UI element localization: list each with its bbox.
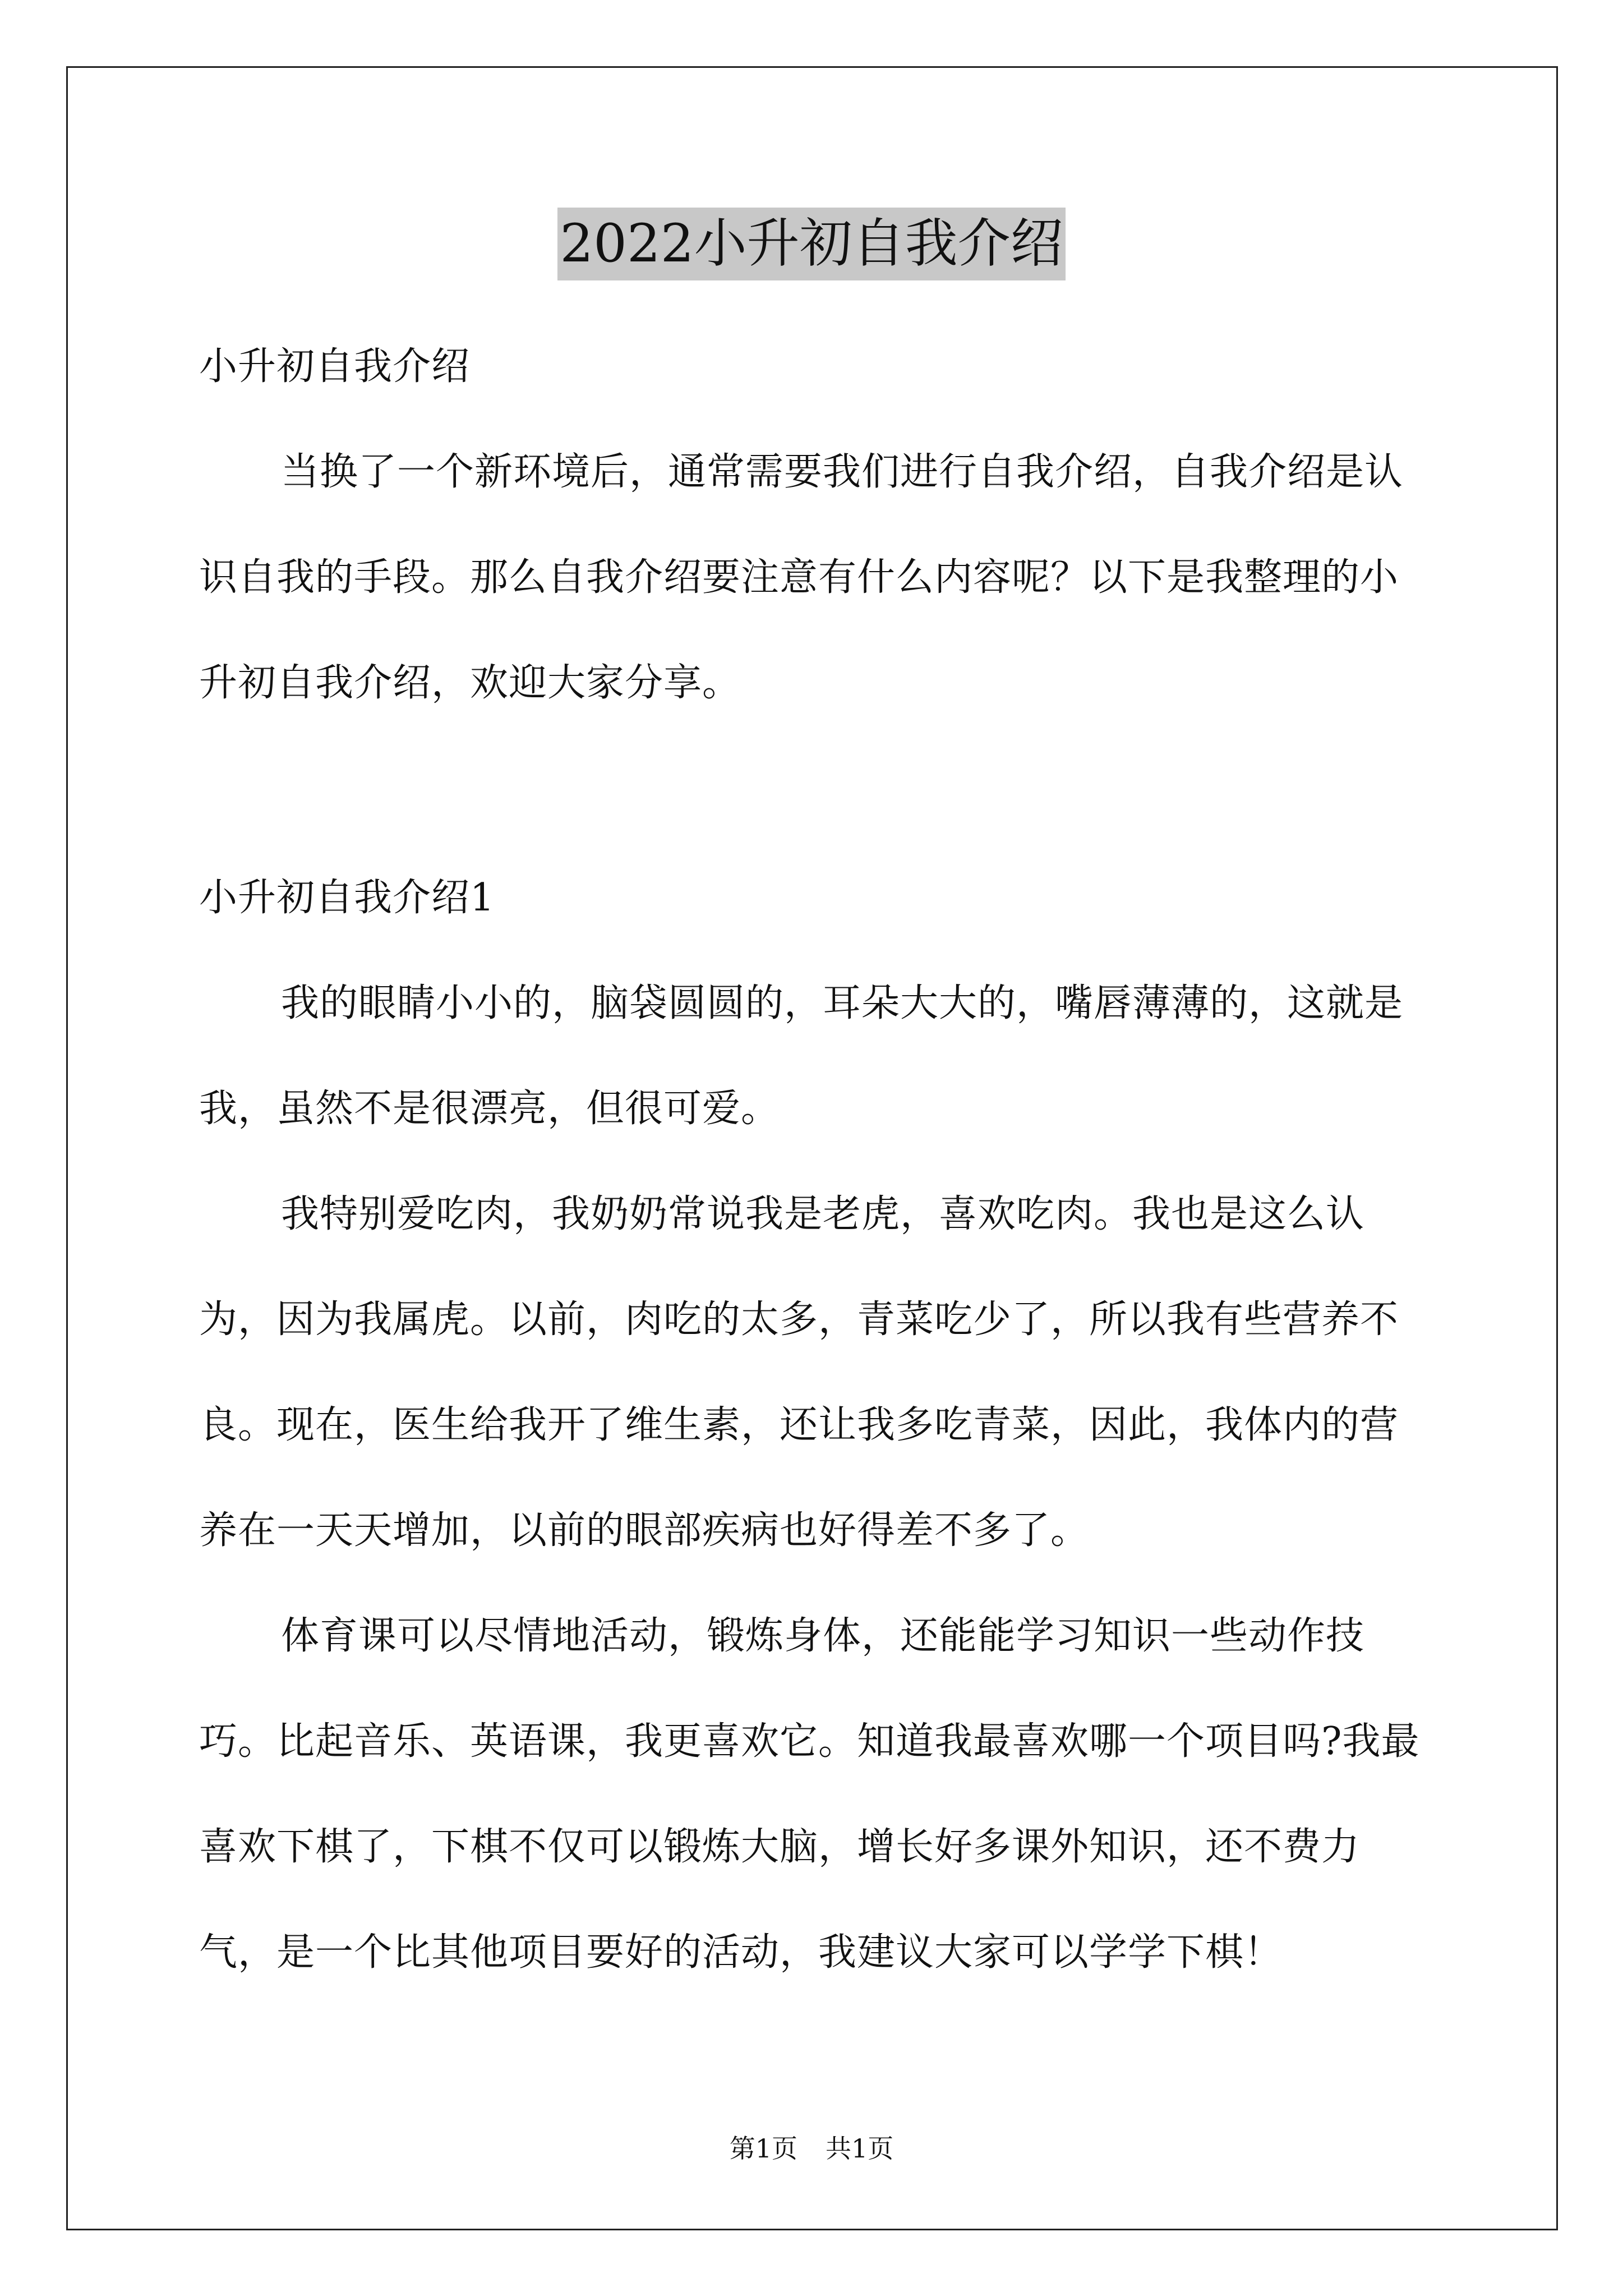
section-heading-1: 小升初自我介绍1 <box>199 876 495 920</box>
body-paragraph: 体育课可以尽情地活动，锻炼身体，还能能学习知识一些动作技巧。比起音乐、英语课，我更喜欢它。知道我最喜欢哪一个项目吗?我最喜欢下棋了，下棋不仅可以锻炼大脑，增长好多课外知识，还不费力气，是一个比其他项目要好的活动，我建议大家可以学学下棋！ <box>199 1614 1420 1975</box>
page-number: 第1页 <box>729 2133 797 2164</box>
title-container <box>0 208 1623 280</box>
body-paragraph: 我的眼睛小小的，脑袋圆圆的，耳朵大大的，嘴唇薄薄的，这就是我，虽然不是很漂亮，但很可爱。 <box>199 981 1404 1131</box>
intro-paragraph: 当换了一个新环境后，通常需要我们进行自我介绍，自我介绍是认识自我的手段。那么自我介绍要注意有什么内容呢？以下是我整理的小升初自我介绍，欢迎大家分享。 <box>199 450 1404 705</box>
page-total: 共1页 <box>826 2133 894 2164</box>
section-heading-intro: 小升初自我介绍 <box>199 344 471 389</box>
page-footer <box>0 2132 1623 2165</box>
document-body <box>199 314 1433 2005</box>
document-title: 2022小升初自我介绍 <box>557 208 1065 280</box>
body-paragraph: 我特别爱吃肉，我奶奶常说我是老虎，喜欢吃肉。我也是这么认为，因为我属虎。以前，肉吃的太多，青菜吃少了，所以我有些营养不良。现在，医生给我开了维生素，还让我多吃青菜，因此，我体内的营养在一天天增加，以前的眼部疾病也好得差不多了。 <box>199 1192 1399 1553</box>
